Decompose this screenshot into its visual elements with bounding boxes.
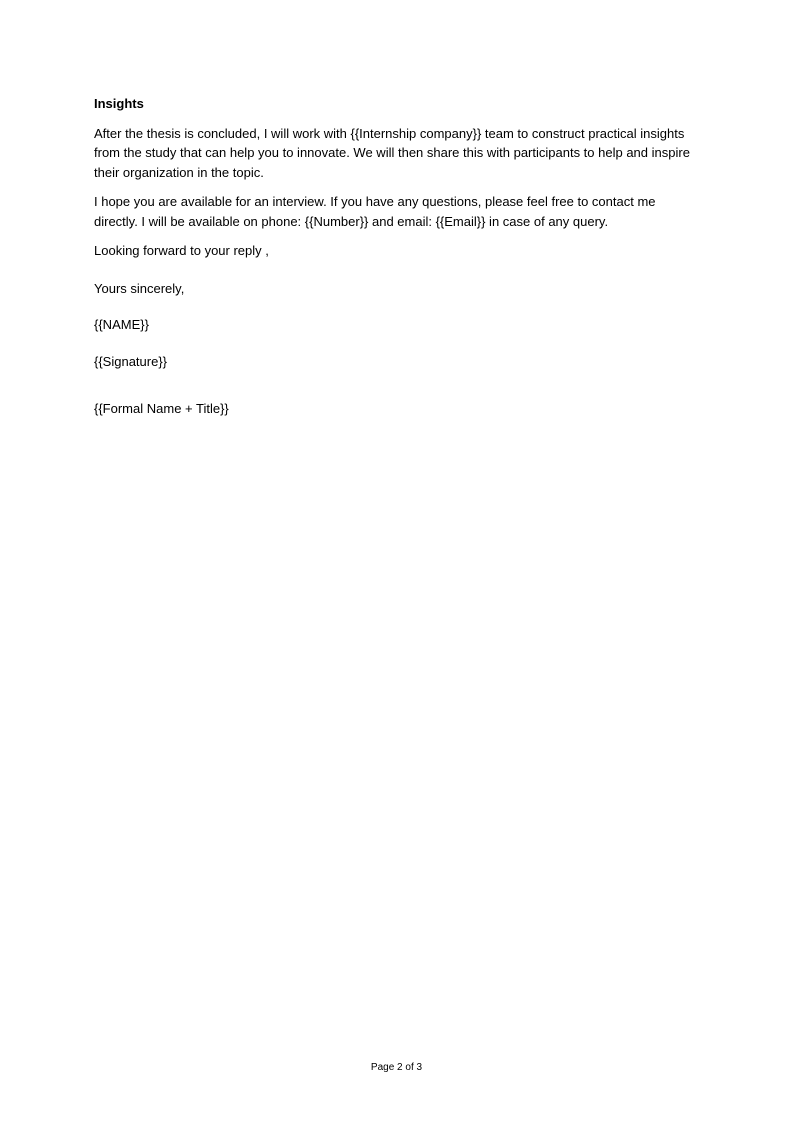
letter-body: [94, 94, 694, 436]
sender-name: {{NAME}}: [94, 317, 149, 332]
paragraph-availability: I hope you are available for an interview. If you have any questions, please feel free to contact me directly. I will be available on phone: {{Number}} and email: {{Email}} in case of any query.: [94, 194, 656, 229]
page-number-footer: Page 2 of 3: [370, 1062, 423, 1073]
sender-formal-name-title: {{Formal Name + Title}}: [94, 401, 229, 416]
signature-block: [94, 279, 694, 419]
closing-salutation: Yours sincerely,: [94, 280, 185, 296]
section-heading: Insights: [94, 96, 144, 111]
paragraph-insights: After the thesis is concluded, I will work with {{Internship company}} team to construct practical insights from the study that can help you to innovate. We will then share this with participants to help and inspire their organization in the topic.: [94, 125, 690, 180]
sender-signature: {{Signature}}: [94, 353, 168, 369]
paragraph-closing-line: Looking forward to your reply ,: [94, 243, 269, 258]
